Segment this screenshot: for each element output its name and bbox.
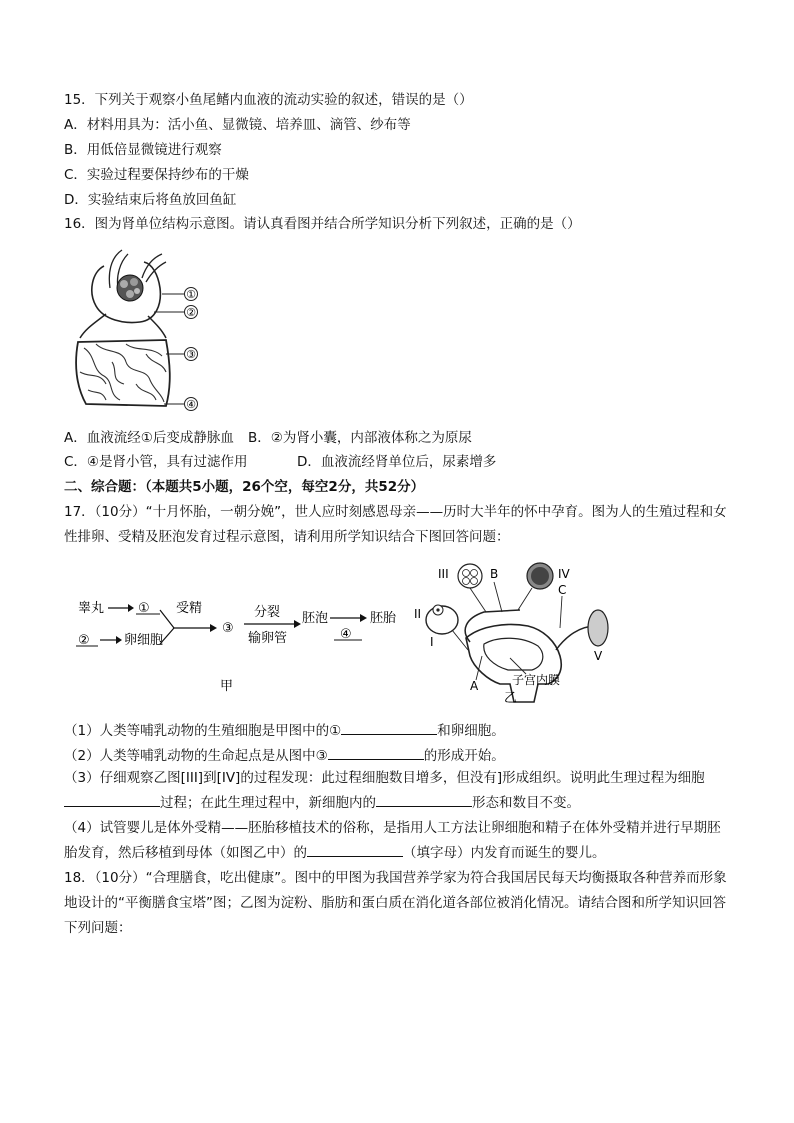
q17-blank-2[interactable] <box>328 745 424 760</box>
label-3: ③ <box>186 348 196 361</box>
diagram-yi-caption: 乙 <box>504 691 518 704</box>
q15-option-c: C．实验过程要保持纱布的干燥 <box>64 167 249 183</box>
q17-part-4-text-b: （填字母）内发育而诞生的婴儿。 <box>403 845 606 861</box>
embryo-label: 胚胎 <box>370 611 397 626</box>
cell-stage-iii <box>458 564 482 588</box>
label-endometrium: 子宫内膜 <box>512 673 561 687</box>
q17-part-2-text-b: 的形成开始。 <box>423 748 505 764</box>
q17-part-3 <box>64 766 730 816</box>
oviduct-label: 输卵管 <box>248 631 288 646</box>
q16-option-b: B．②为肾小囊，内部液体称之为原尿 <box>248 430 472 446</box>
blank-4-label: ④ <box>340 627 352 642</box>
q17-part-2-text-a: （2）人类等哺乳动物的生命起点是从图中③ <box>64 748 328 764</box>
q17-part-1-text-b: 和卵细胞。 <box>437 723 505 739</box>
label-iv: IV <box>558 567 570 581</box>
q16-option-d: D．血液流经肾单位后，尿素增多 <box>297 454 497 470</box>
q16-option-a: A．血液流经①后变成静脉血 <box>64 430 234 446</box>
q17-part-3-text-c: 形态和数目不变。 <box>472 795 580 811</box>
diagram-jia-caption: 甲 <box>220 679 234 694</box>
label-2: ② <box>186 306 196 319</box>
q16-option-c: C．④是肾小管，具有过滤作用 <box>64 454 248 470</box>
renal-tubule-start <box>80 314 166 338</box>
q16-stem: 16．图为肾单位结构示意图。请认真看图并结合所学知识分析下列叙述，正确的是（） <box>64 216 581 232</box>
blastocyst-label: 胚泡 <box>302 611 329 626</box>
q17-blank-3[interactable] <box>64 792 160 807</box>
q17-blank-5[interactable] <box>307 842 403 857</box>
ovulation-fertilization-diagram <box>410 556 620 704</box>
nephron-diagram <box>66 244 216 419</box>
blank-1-label: ① <box>138 601 150 616</box>
division-label: 分裂 <box>254 605 281 620</box>
label-iii: III <box>438 567 449 581</box>
q17-blank-4[interactable] <box>376 792 472 807</box>
q15-stem: 15．下列关于观察小鱼尾鳍内血液的流动实验的叙述，错误的是（） <box>64 92 473 108</box>
capillary-network <box>76 340 170 406</box>
egg-cell-label: 卵细胞 <box>124 633 164 648</box>
q17-part-2 <box>64 745 505 766</box>
q15-option-a: A．材料用具为：活小鱼、显微镜、培养皿、滴管、纱布等 <box>64 117 411 133</box>
glomerulus <box>117 275 143 301</box>
q15-option-b: B．用低倍显微镜进行观察 <box>64 142 222 158</box>
q18-stem: 18．（10分）“合理膳食，吃出健康”。图中的甲图为我国营养学家为符合我国居民每天均衡摄取各种营养而形象地设计的“平衡膳食宝塔”图；乙图为淀粉、脂肪和蛋白质在消化道各部位被消化情况。请结合图和所学知识回答下列问题： <box>64 870 727 936</box>
section-2-heading: 二、综合题：（本题共5小题，26个空，每空2分，共52分） <box>64 479 425 495</box>
blank-2-label: ② <box>78 633 90 648</box>
q17-part-4-text-a: （4）试管婴儿是体外受精——胚胎移植技术的俗称，是指用人工方法让卵细胞和精子在体外受精并进行早期胚胎发育，然后移植到母体（如图乙中）的 <box>64 820 721 861</box>
label-ii: II <box>414 607 422 621</box>
label-1: ① <box>186 288 196 301</box>
label-a: A <box>470 679 479 693</box>
label-b: B <box>490 567 499 581</box>
label-4: ④ <box>186 398 196 411</box>
q17-part-1 <box>64 720 505 741</box>
q15-option-d: D．实验结束后将鱼放回鱼缸 <box>64 192 237 208</box>
reproduction-flow-diagram <box>72 592 412 702</box>
q17-blank-1[interactable] <box>341 720 437 735</box>
q17-stem: 17．（10分）“十月怀胎，一朝分娩”，世人应时刻感恩母亲——历时大半年的怀中孕育。图为人的生殖过程和女性排卵、受精及胚泡发育过程示意图，请利用所学知识结合下图回答问题： <box>64 504 727 545</box>
q17-part-3-text-a: （3）仔细观察乙图[III]到[IV]的过程发现：此过程细胞数目增多，但没有]形成组织。说明此生理过程为细胞 <box>64 770 705 786</box>
label-c: C <box>558 583 567 597</box>
fertilization-label: 受精 <box>176 601 203 616</box>
label-v: V <box>594 649 603 663</box>
testis-label: 睾丸 <box>78 601 105 616</box>
q17-part-1-text-a: （1）人类等哺乳动物的生殖细胞是甲图中的① <box>64 723 342 739</box>
efferent-arteriole <box>142 254 166 282</box>
blank-3-label: ③ <box>222 621 234 636</box>
label-i: I <box>430 635 434 649</box>
ovary-right <box>588 610 608 646</box>
q17-part-3-text-b: 过程；在此生理过程中，新细胞内的 <box>160 795 376 811</box>
q17-part-4 <box>64 816 730 866</box>
